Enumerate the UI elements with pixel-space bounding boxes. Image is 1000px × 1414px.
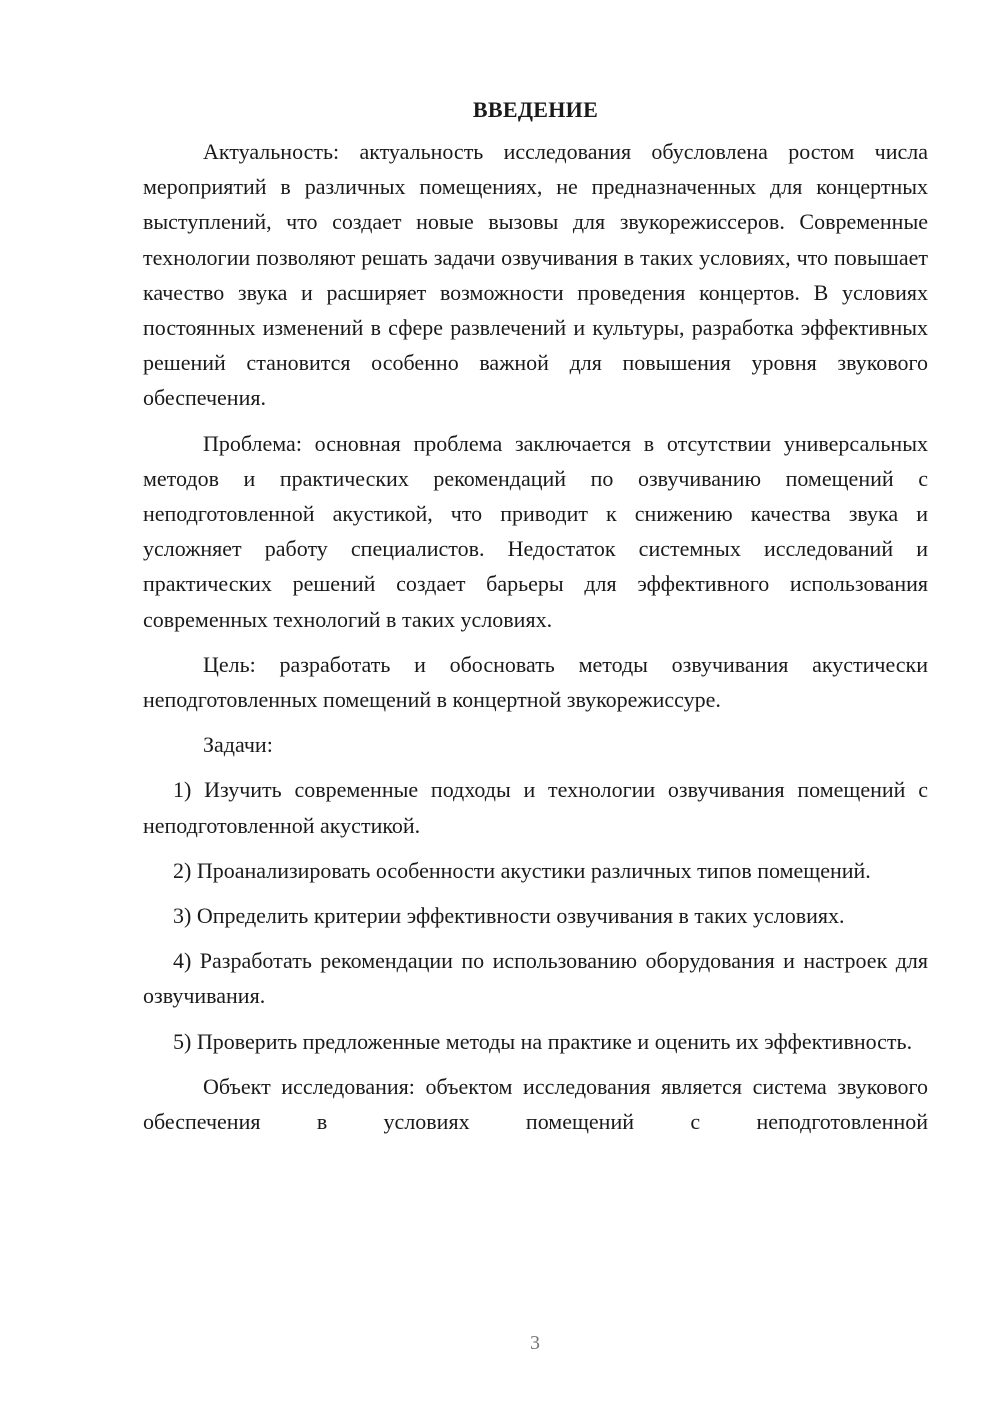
task-item-1: 1) Изучить современные подходы и технологии озвучивания помещений с неподготовленной акустикой. xyxy=(143,777,928,838)
task-item-4: 4) Разработать рекомендации по использованию оборудования и настроек для озвучивания. xyxy=(143,948,928,1009)
section-heading: ВВЕДЕНИЕ xyxy=(472,97,599,122)
tasks-heading: Задачи: xyxy=(203,732,273,758)
object-paragraph: Объект исследования: объектом исследования является система звукового обеспечения в условиях помещений с неподготовленной xyxy=(143,1073,928,1135)
page-number: 3 xyxy=(530,1332,540,1354)
problem-paragraph: Проблема: основная проблема заключается в отсутствии универсальных методов и практических рекомендаций по озвучиванию помещений с неподготовленной акустикой, что приводит к снижению качества звука и усложняет работу специалистов. Недостаток системных исследований и практических решений создает барьеры для эффективного использования современных технологий в таких условиях. xyxy=(143,430,928,632)
relevance-paragraph: Актуальность: актуальность исследования обусловлена ростом числа мероприятий в различных помещениях, не предназначенных для концертных выступлений, что создает новые вызовы для звукорежиссеров. Современные технологии позволяют решать задачи озвучивания в таких условиях, что повышает качество звука и расширяет возможности проведения концертов. В условиях постоянных изменений в сфере развлечений и культуры, разработка эффективных решений становится особенно важной для повышения уровня звукового обеспечения. xyxy=(143,139,928,411)
goal-paragraph: Цель: разработать и обосновать методы озвучивания акустически неподготовленных помещений в концертной звукорежиссуре. xyxy=(143,651,928,713)
task-item-2: 2) Проанализировать особенности акустики различных типов помещений. xyxy=(173,857,871,883)
task-item-3: 3) Определить критерии эффективности озвучивания в таких условиях. xyxy=(173,903,845,929)
task-item-5: 5) Проверить предложенные методы на практике и оценить их эффективность. xyxy=(173,1028,913,1054)
document-page xyxy=(143,92,928,1149)
